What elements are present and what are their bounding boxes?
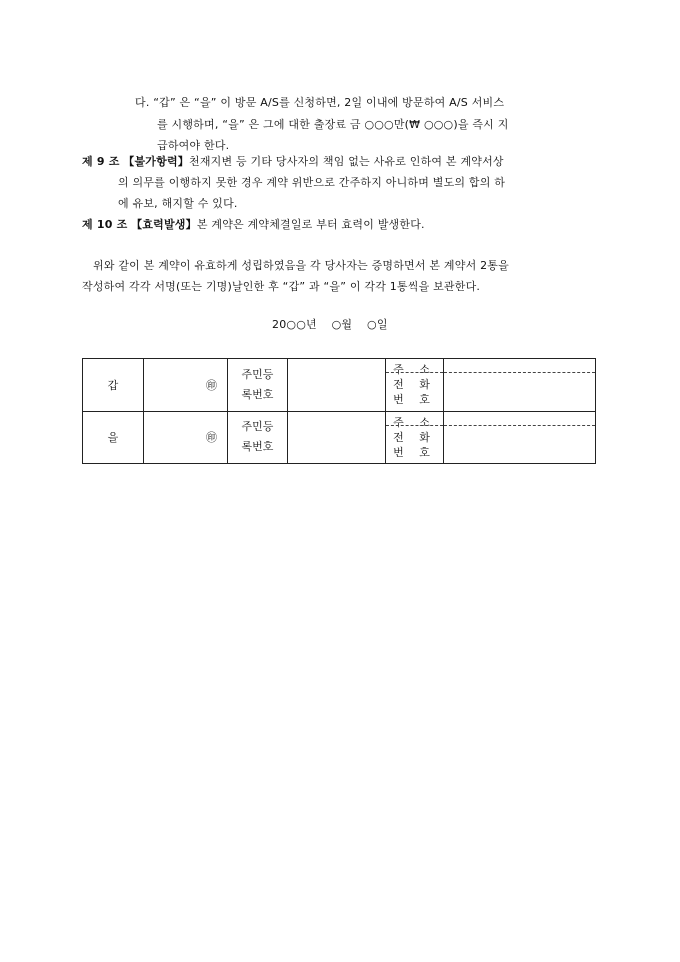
clause-8-da-line1: 다. “갑” 은 “을” 이 방문 A/S를 신청하면, 2일 이내에 방문하여 A/S 서비스 [135, 96, 505, 109]
divider [386, 425, 443, 426]
clause-8-da-line2: 를 시행하며, “을” 은 그에 대한 출장료 금 ○○○만(₩ ○○○)을 즉시 지 [157, 118, 509, 131]
phone-label-1: 전 화 [393, 430, 436, 444]
address-label: 주 소 [393, 363, 436, 377]
address-phone-value[interactable] [444, 411, 596, 464]
seal-mark: ㊞ [144, 359, 228, 412]
id-number-label: 주민등 록번호 [228, 359, 288, 412]
clause-9-line1 [82, 155, 504, 169]
signature-table [82, 358, 596, 464]
party-name: 을 [83, 411, 144, 464]
divider [386, 372, 443, 373]
phone-label-1: 전 화 [393, 378, 436, 392]
address-phone-label [386, 359, 444, 412]
clause-9-number: 제 9 조 [82, 155, 120, 168]
closing-line1: 위와 같이 본 계약이 유효하게 성립하였음을 각 당사자는 증명하면서 본 계약서 2통을 [93, 259, 509, 272]
clause-10-line [82, 218, 425, 232]
clause-9-text: 천재지변 등 기타 당사자의 책임 없는 사유로 인하여 본 계약서상 [189, 155, 504, 168]
address-label: 주 소 [393, 415, 436, 429]
clause-8-da-line3: 급하여야 한다. [157, 139, 230, 152]
id-number-value[interactable] [288, 411, 386, 464]
clause-10-title: 【효력발생】 [131, 218, 197, 231]
phone-label-2: 번 호 [393, 393, 436, 407]
clause-9-line2: 의 의무를 이행하지 못한 경우 계약 위반으로 간주하지 아니하며 별도의 합의 하 [118, 176, 506, 189]
address-phone-value[interactable] [444, 359, 596, 412]
clause-10-number: 제 10 조 [82, 218, 128, 231]
seal-mark: ㊞ [144, 411, 228, 464]
clause-9-line3: 에 유보, 해지할 수 있다. [118, 197, 238, 210]
clause-10-text: 본 계약은 계약체결일로 부터 효력이 발생한다. [196, 218, 425, 231]
phone-label-2: 번 호 [393, 445, 436, 459]
clause-9-title: 【불가항력】 [123, 155, 189, 168]
id-number-label: 주민등 록번호 [228, 411, 288, 464]
divider [444, 425, 595, 426]
divider [444, 372, 595, 373]
date-line: 20○○년 ○월 ○일 [272, 318, 388, 331]
party-row-gap [83, 359, 596, 412]
party-name: 갑 [83, 359, 144, 412]
closing-line2: 작성하여 각각 서명(또는 기명)날인한 후 “갑” 과 “을” 이 각각 1통씩을 보관한다. [82, 280, 481, 293]
party-row-eul [83, 411, 596, 464]
address-phone-label [386, 411, 444, 464]
id-number-value[interactable] [288, 359, 386, 412]
